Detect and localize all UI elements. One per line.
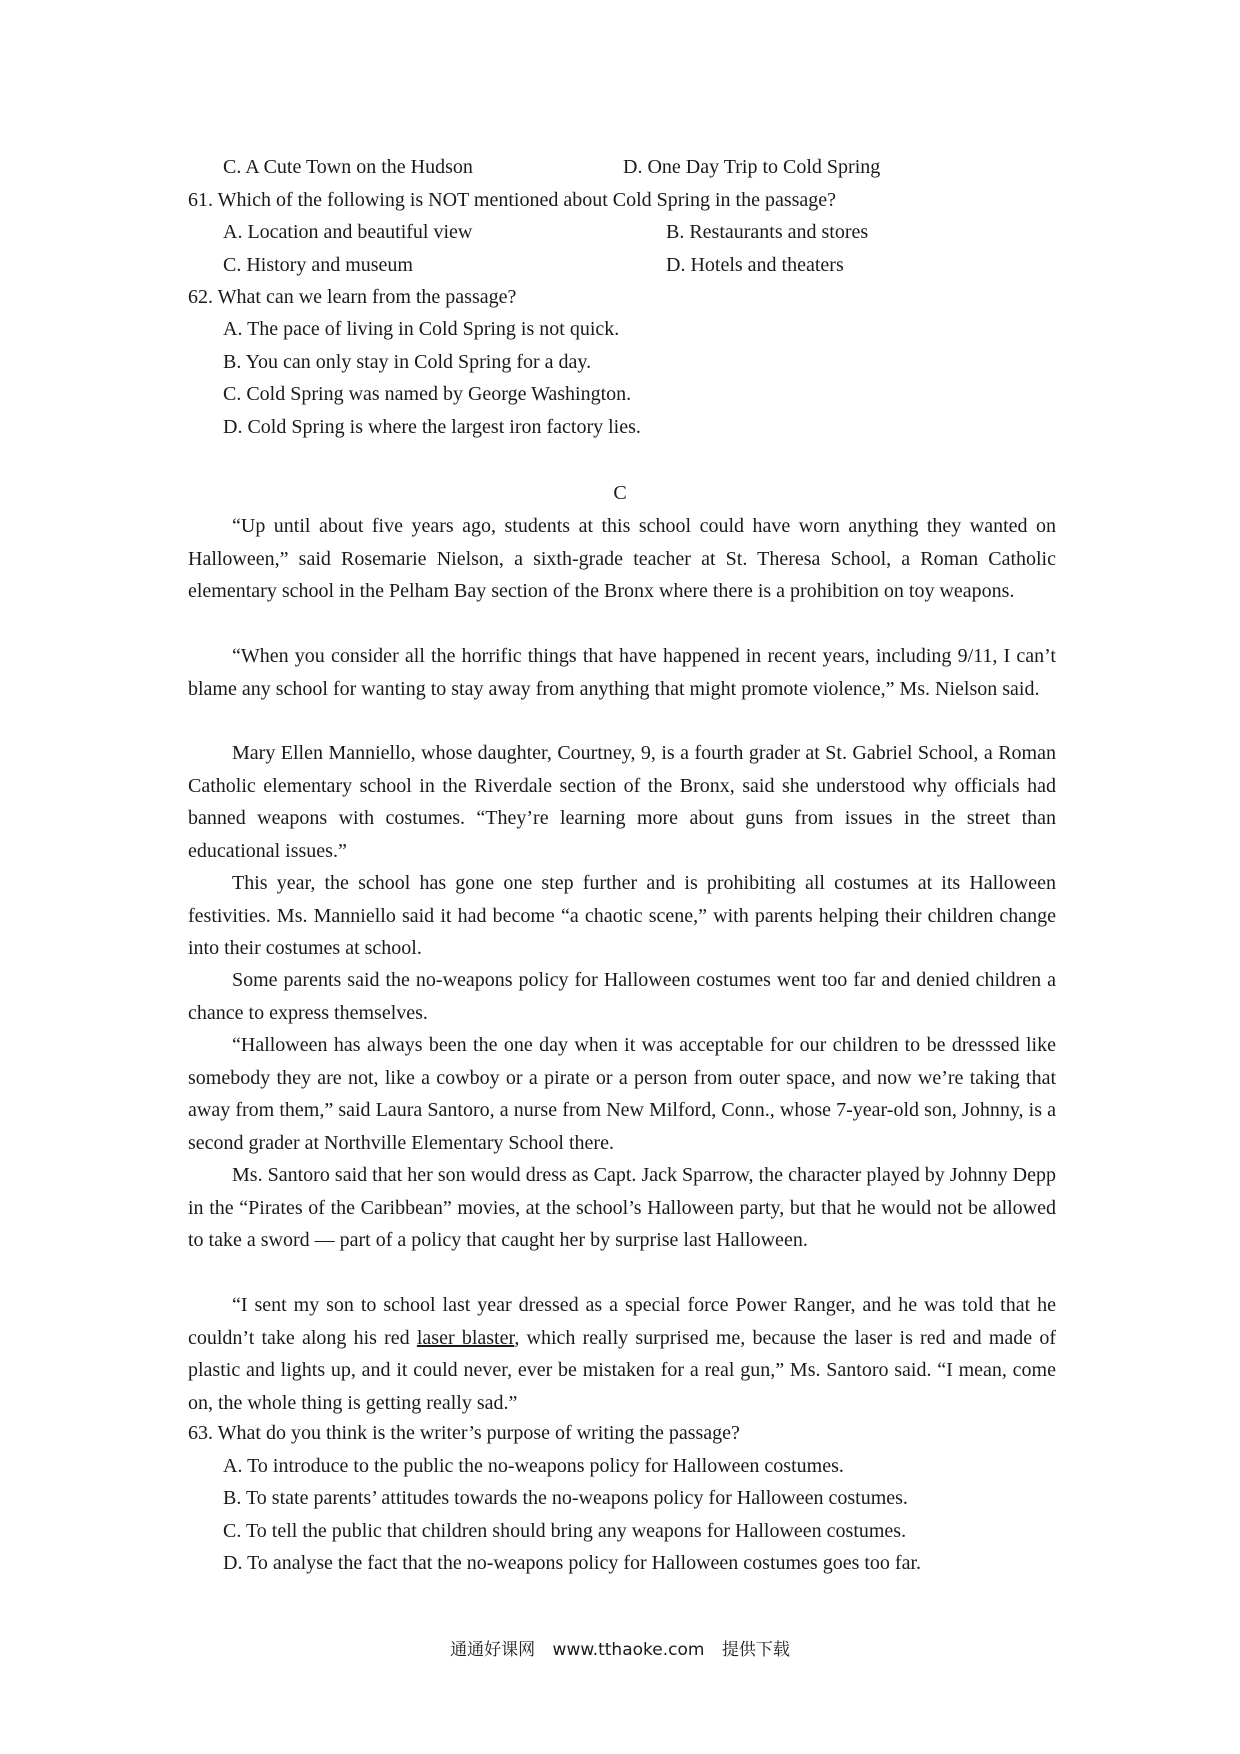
q61-option-a[interactable]: A. Location and beautiful view — [223, 221, 473, 243]
q63-option-d[interactable]: D. To analyse the fact that the no-weapons policy for Halloween costumes goes too far. — [223, 1552, 922, 1574]
footer-site-name: 通通好课网 — [450, 1640, 536, 1660]
q63-stem: 63. What do you think is the writer’s purpose of writing the passage? — [188, 1422, 740, 1444]
q61-stem: 61. Which of the following is NOT mentioned about Cold Spring in the passage? — [188, 189, 837, 211]
passage-paragraph-3: Mary Ellen Manniello, whose daughter, Courtney, 9, is a fourth grader at St. Gabriel School, a Roman Catholic elementary school in the Riverdale section of the Bronx, said she understood why officials had banned weapons with costumes. “They’re learning more about guns from issues in the street than educational issues.” — [188, 742, 1056, 862]
q62-option-d[interactable]: D. Cold Spring is where the largest iron factory lies. — [223, 416, 641, 438]
q63-option-a[interactable]: A. To introduce to the public the no-weapons policy for Halloween costumes. — [223, 1455, 844, 1477]
passage-paragraph-5: Some parents said the no-weapons policy for Halloween costumes went too far and denied children a chance to express themselves. — [188, 969, 1056, 1024]
q63-option-b[interactable]: B. To state parents’ attitudes towards the no-weapons policy for Halloween costumes. — [223, 1487, 908, 1509]
paragraph-8-text-after: , which really surprised me, because the laser is red and made of plastic and lights up, and it could never, ever be mistaken for a real gun,” Ms. Santoro said. “I mean, come on, the whole thing is getting really sad.” — [188, 1326, 1056, 1414]
q62-stem: 62. What can we learn from the passage? — [188, 286, 517, 308]
q62-option-a[interactable]: A. The pace of living in Cold Spring is not quick. — [223, 318, 620, 340]
q60-option-c[interactable]: C. A Cute Town on the Hudson — [223, 156, 473, 178]
q60-option-d[interactable]: D. One Day Trip to Cold Spring — [623, 156, 881, 178]
passage-paragraph-4: This year, the school has gone one step further and is prohibiting all costumes at its Halloween festivities. Ms. Manniello said it had become “a chaotic scene,” with parents helping their children change into their costumes at school. — [188, 872, 1056, 960]
q61-option-d[interactable]: D. Hotels and theaters — [666, 254, 844, 276]
passage-paragraph-2: “When you consider all the horrific things that have happened in recent years, including 9/11, I can’t blame any school for wanting to stay away from anything that might promote violence,” Ms. Nielson said. — [188, 645, 1056, 700]
section-c-title: C — [613, 482, 627, 504]
q60-options-row — [223, 152, 881, 182]
q61-options-row-2 — [223, 250, 844, 280]
passage-paragraph-6: “Halloween has always been the one day when it was acceptable for our children to be dresssed like somebody they are not, like a cowboy or a pirate or a person from outer space, and now we’re taking that away from them,” said Laura Santoro, a nurse from New Milford, Conn., whose 7-year-old son, Johnny, is a second grader at Northville Elementary School there. — [188, 1034, 1056, 1154]
q62-option-c[interactable]: C. Cold Spring was named by George Washington. — [223, 383, 632, 405]
q61-options-row-1 — [223, 217, 869, 247]
q61-option-b[interactable]: B. Restaurants and stores — [666, 221, 869, 243]
underlined-term-laser-blaster: laser blaster — [416, 1326, 515, 1349]
footer-url[interactable]: www.tthaoke.com — [552, 1640, 705, 1660]
q63-option-c[interactable]: C. To tell the public that children should bring any weapons for Halloween costumes. — [223, 1520, 907, 1542]
footer-note: 提供下载 — [721, 1640, 790, 1660]
page-footer — [0, 1637, 1240, 1663]
passage-paragraph-1: “Up until about five years ago, students at this school could have worn anything they wanted on Halloween,” said Rosemarie Nielson, a sixth-grade teacher at St. Theresa School, a Roman Catholic elementary school in the Pelham Bay section of the Bronx where there is a prohibition on toy weapons. — [188, 515, 1056, 603]
passage-paragraph-7: Ms. Santoro said that her son would dress as Capt. Jack Sparrow, the character played by Johnny Depp in the “Pirates of the Caribbean” movies, at the school’s Halloween party, but that he would not be allowed to take a sword — part of a policy that caught her by surprise last Halloween. — [188, 1164, 1056, 1252]
paragraph-8-text-before: “I sent my son to school last year dressed as a special force Power Ranger, and he was told that he couldn’t take along his red — [188, 1294, 1056, 1349]
q62-option-b[interactable]: B. You can only stay in Cold Spring for a day. — [223, 351, 592, 373]
q61-option-c[interactable]: C. History and museum — [223, 254, 413, 276]
passage-paragraph-8 — [188, 1289, 1056, 1419]
